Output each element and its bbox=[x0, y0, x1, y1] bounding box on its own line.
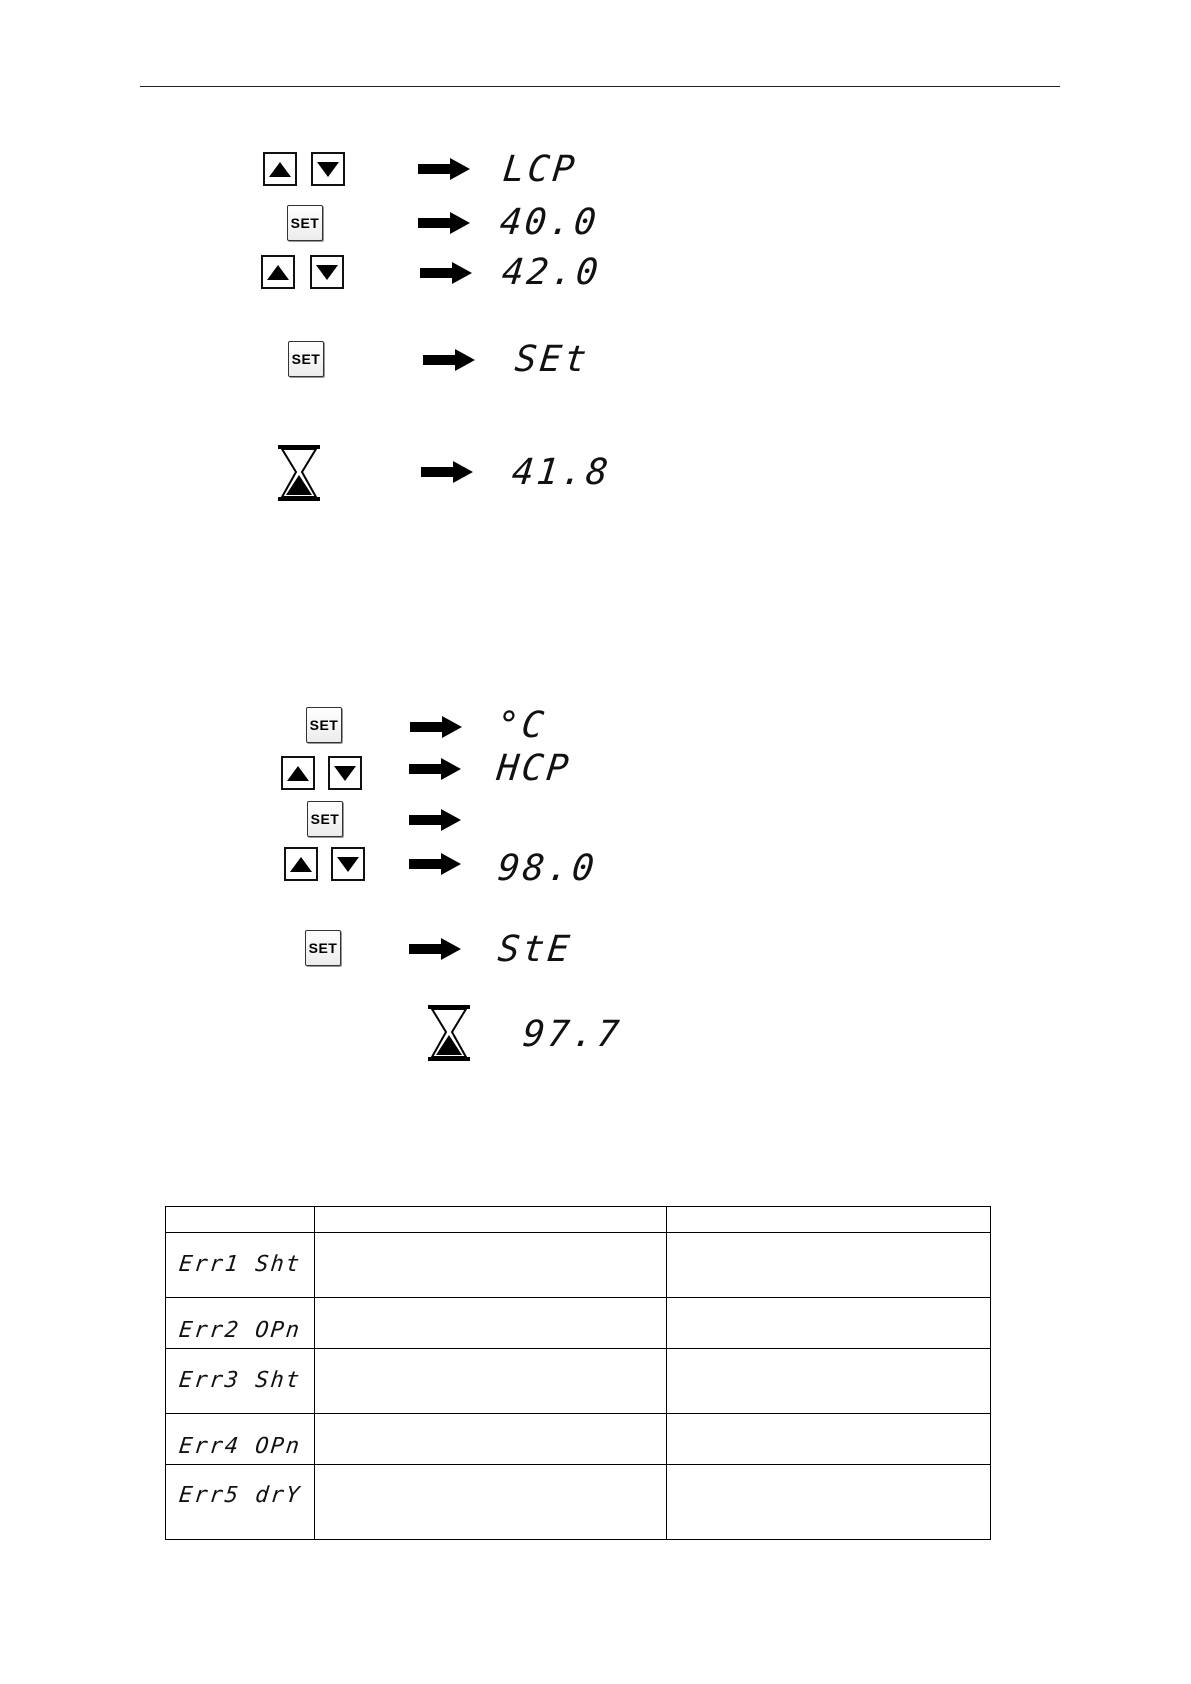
table-row bbox=[166, 1233, 991, 1298]
right-arrow-icon bbox=[409, 758, 461, 780]
down-triangle-icon bbox=[337, 857, 359, 872]
up-triangle-icon bbox=[267, 265, 289, 280]
error-code: Err4 OPn bbox=[177, 1434, 303, 1459]
up-key[interactable] bbox=[281, 756, 315, 790]
up-triangle-icon bbox=[269, 162, 291, 177]
lcd-display: 98.0 bbox=[495, 848, 599, 889]
up-triangle-icon bbox=[290, 857, 312, 872]
action-cell bbox=[666, 1298, 990, 1349]
error-code-cell bbox=[166, 1298, 315, 1349]
cause-cell bbox=[314, 1349, 666, 1414]
right-arrow-icon bbox=[409, 938, 461, 960]
cause-cell bbox=[314, 1233, 666, 1298]
set-key[interactable]: SET bbox=[287, 205, 323, 241]
lcd-display: StE bbox=[495, 929, 575, 970]
lcd-display: 40.0 bbox=[497, 202, 601, 243]
down-key[interactable] bbox=[331, 847, 365, 881]
lcd-display: 41.8 bbox=[509, 452, 613, 493]
right-arrow-icon bbox=[423, 349, 475, 371]
right-arrow-icon bbox=[418, 212, 470, 234]
table-row bbox=[166, 1414, 991, 1465]
right-arrow-icon bbox=[409, 853, 461, 875]
hourglass-icon bbox=[426, 1005, 472, 1061]
cause-cell bbox=[314, 1298, 666, 1349]
error-code-cell bbox=[166, 1465, 315, 1540]
lcd-display: 42.0 bbox=[499, 252, 603, 293]
cause-cell bbox=[314, 1465, 666, 1540]
right-arrow-icon bbox=[420, 262, 472, 284]
down-key[interactable] bbox=[311, 152, 345, 186]
down-key[interactable] bbox=[310, 255, 344, 289]
table-row bbox=[166, 1349, 991, 1414]
lcd-display: LCP bbox=[500, 149, 580, 190]
action-cell bbox=[666, 1349, 990, 1414]
right-arrow-icon bbox=[421, 461, 473, 483]
error-code-cell bbox=[166, 1349, 315, 1414]
set-key[interactable]: SET bbox=[288, 341, 324, 377]
lcd-display: HCP bbox=[494, 748, 574, 789]
error-code-cell bbox=[166, 1233, 315, 1298]
set-key[interactable]: SET bbox=[305, 930, 341, 966]
set-key[interactable]: SET bbox=[306, 707, 342, 743]
error-code: Err2 OPn bbox=[177, 1318, 303, 1343]
table-row bbox=[166, 1465, 991, 1540]
up-key[interactable] bbox=[263, 152, 297, 186]
right-arrow-icon bbox=[409, 809, 461, 831]
table-header-cell bbox=[314, 1207, 666, 1233]
action-cell bbox=[666, 1465, 990, 1540]
right-arrow-icon bbox=[410, 716, 462, 738]
up-triangle-icon bbox=[287, 766, 309, 781]
error-code-table bbox=[165, 1206, 991, 1540]
table-header-cell bbox=[666, 1207, 990, 1233]
down-triangle-icon bbox=[334, 766, 356, 781]
header-rule bbox=[140, 86, 1060, 87]
up-key[interactable] bbox=[284, 847, 318, 881]
table-row bbox=[166, 1298, 991, 1349]
table-header-row bbox=[166, 1207, 991, 1233]
error-code-cell bbox=[166, 1414, 315, 1465]
set-key[interactable]: SET bbox=[307, 801, 343, 837]
error-code: Err5 drY bbox=[177, 1483, 303, 1508]
error-code: Err3 Sht bbox=[177, 1368, 303, 1393]
action-cell bbox=[666, 1233, 990, 1298]
right-arrow-icon bbox=[418, 158, 470, 180]
lcd-display: °C bbox=[494, 705, 549, 746]
down-triangle-icon bbox=[317, 162, 339, 177]
up-key[interactable] bbox=[261, 255, 295, 289]
error-code: Err1 Sht bbox=[177, 1252, 303, 1277]
action-cell bbox=[666, 1414, 990, 1465]
cause-cell bbox=[314, 1414, 666, 1465]
down-key[interactable] bbox=[328, 756, 362, 790]
lcd-display: 97.7 bbox=[520, 1014, 624, 1055]
down-triangle-icon bbox=[316, 265, 338, 280]
lcd-display: SEt bbox=[512, 339, 592, 380]
table-header-cell bbox=[166, 1207, 315, 1233]
hourglass-icon bbox=[276, 445, 322, 501]
